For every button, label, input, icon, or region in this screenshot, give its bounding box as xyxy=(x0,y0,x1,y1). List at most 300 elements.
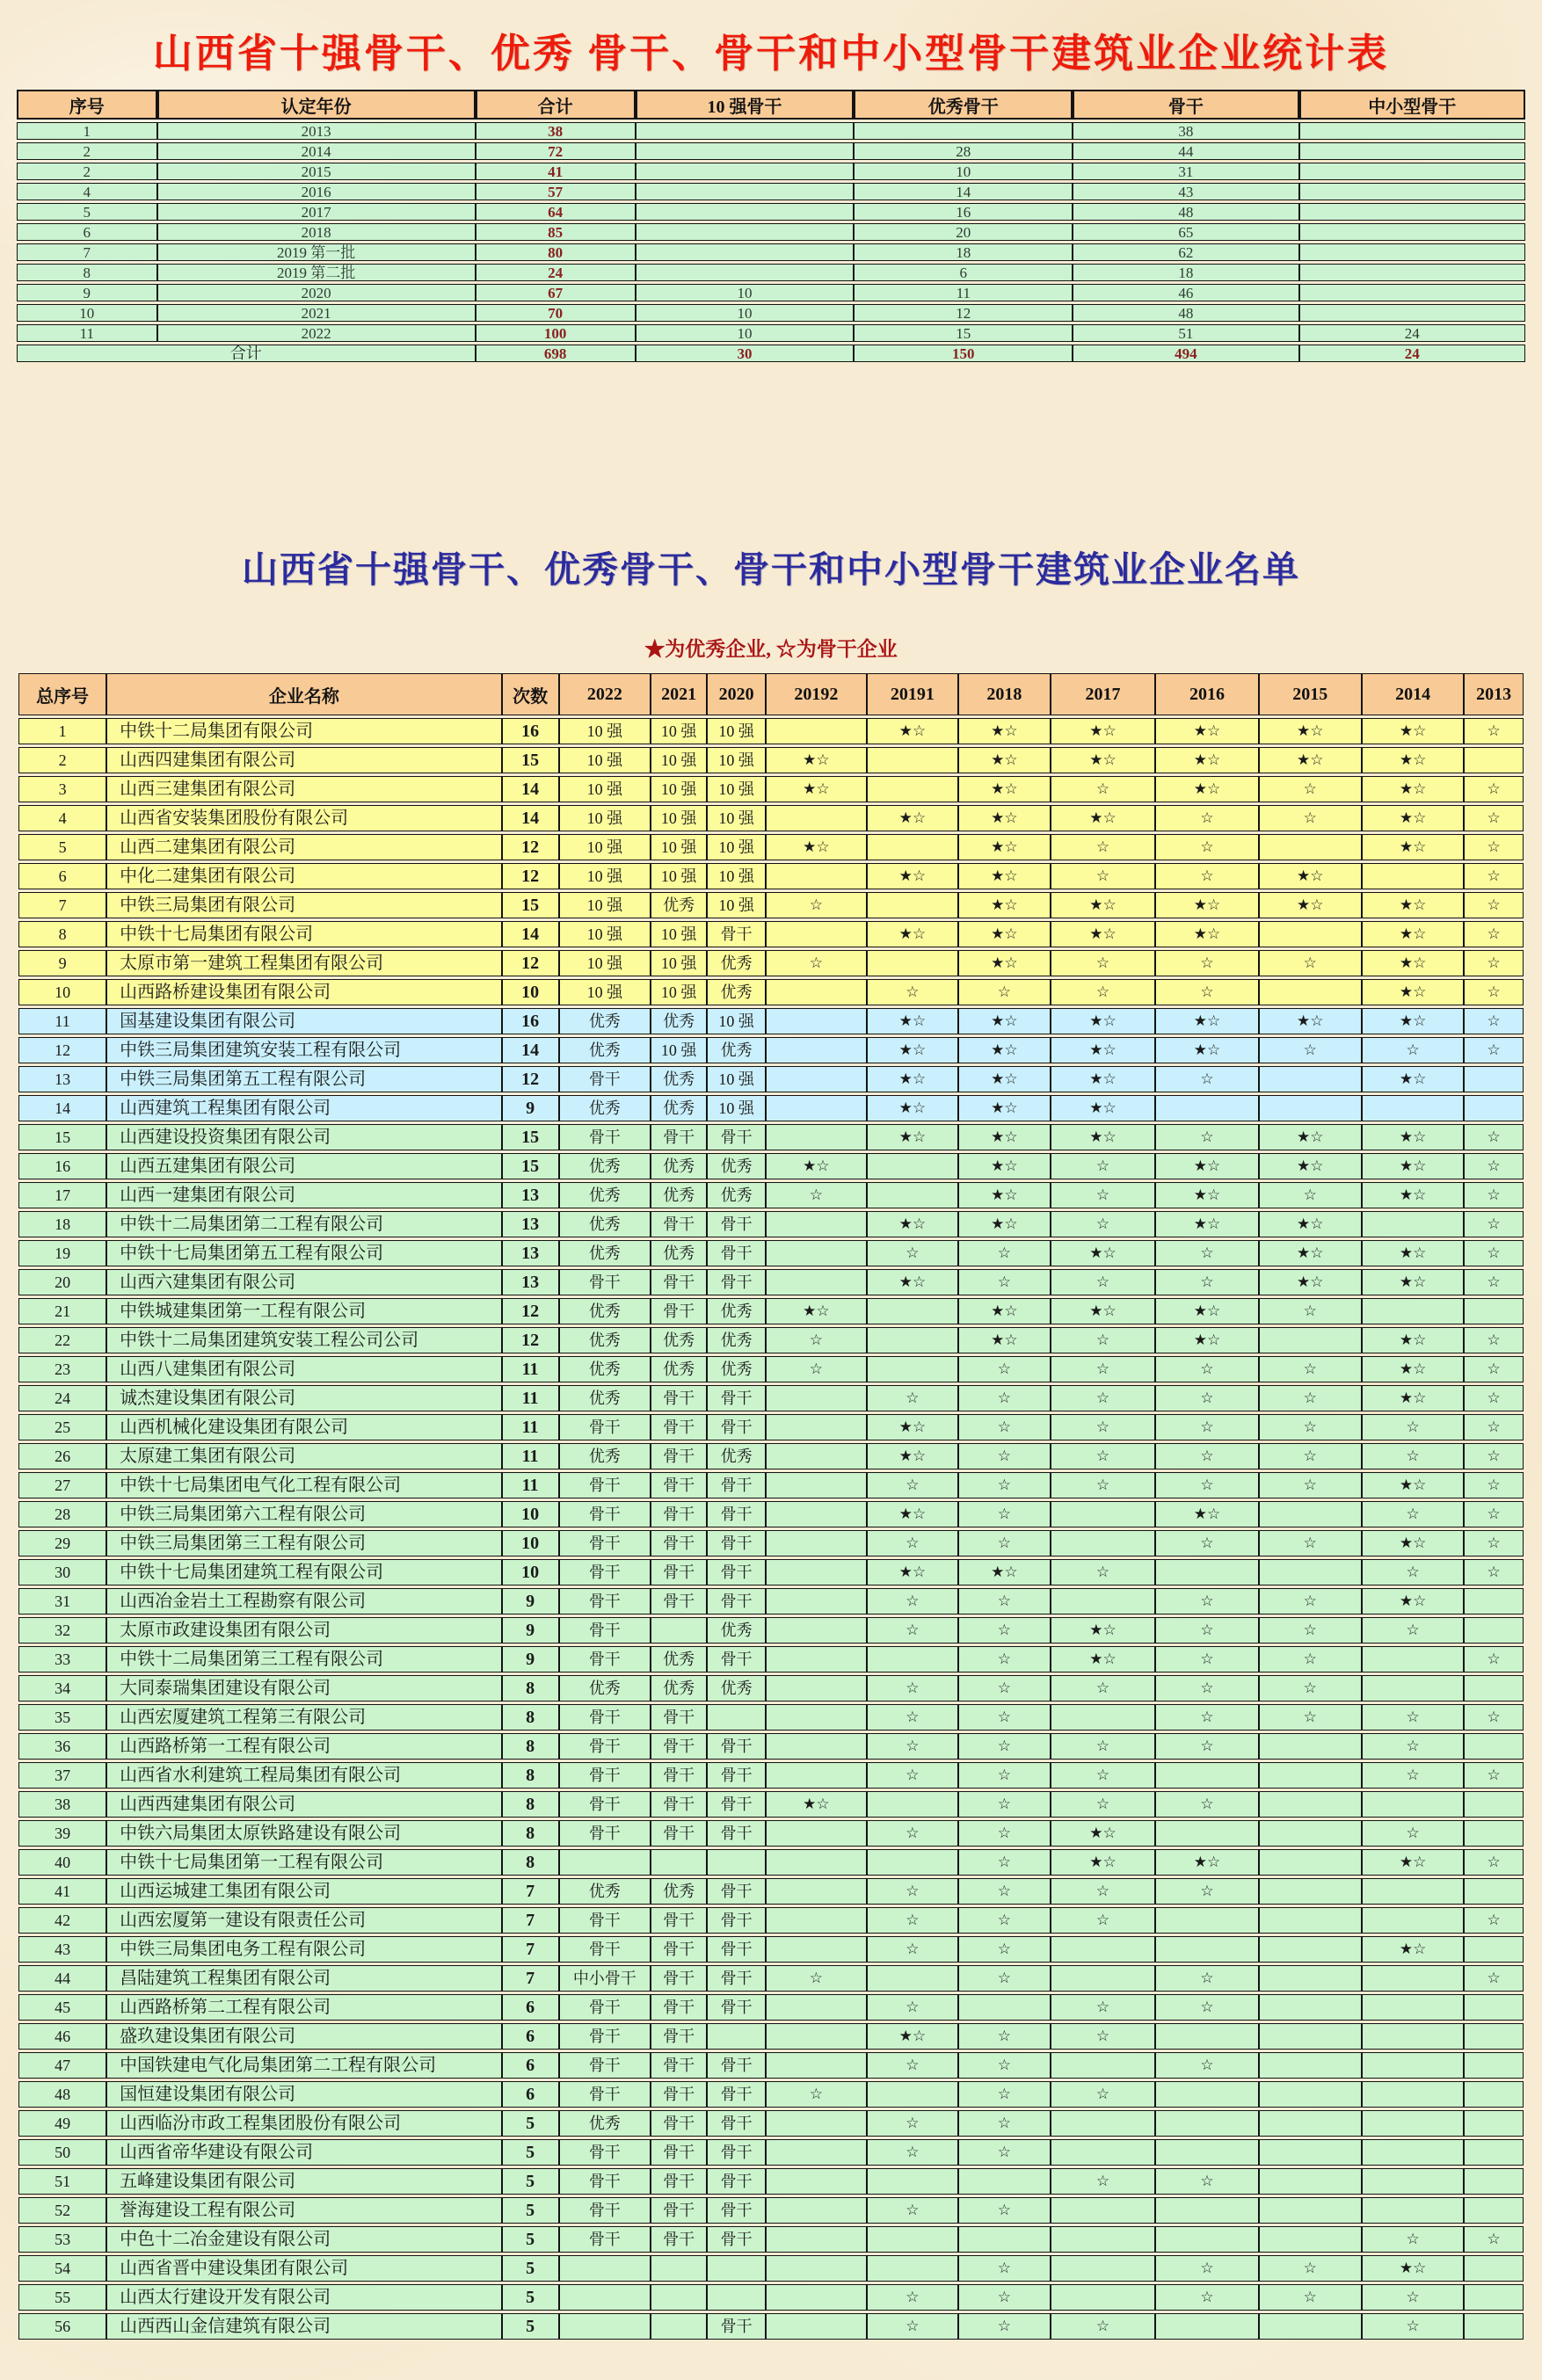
cell-star-rating xyxy=(766,1617,867,1644)
cell-seq: 29 xyxy=(18,1530,106,1556)
cell-year-value: 骨干 xyxy=(651,1965,707,1992)
cell-seq: 28 xyxy=(18,1501,106,1527)
cell-star-rating xyxy=(1259,1762,1362,1789)
cell-seq: 34 xyxy=(18,1675,106,1702)
cell-star-rating xyxy=(1362,1646,1464,1673)
stats-table-title: 山西省十强骨干、优秀 骨干、骨干和中小型骨干建筑业企业统计表 xyxy=(152,32,1390,76)
cell-star-rating: ★☆ xyxy=(867,863,958,889)
cell-star-rating xyxy=(766,863,867,889)
cell-star-rating: ☆ xyxy=(1051,1733,1156,1760)
cell-star-rating xyxy=(1051,2284,1156,2311)
cell-year-value: 骨干 xyxy=(707,921,766,947)
cell-star-rating: ☆ xyxy=(958,1588,1050,1614)
cell-star-rating: ☆ xyxy=(1155,1472,1258,1498)
cell-star-rating: ☆ xyxy=(1051,1327,1156,1353)
companies-header-cell: 20191 xyxy=(867,673,958,715)
cell-year-value xyxy=(707,1704,766,1731)
stats-row xyxy=(17,142,1525,160)
cell-star-rating: ★☆ xyxy=(958,834,1050,860)
cell-star-rating: ☆ xyxy=(867,1733,958,1760)
cell-star-rating: ☆ xyxy=(1464,921,1524,947)
cell-star-rating xyxy=(958,1994,1050,2021)
cell-company-name: 中铁十七局集团第五工程有限公司 xyxy=(106,1240,501,1266)
cell-year-value: 骨干 xyxy=(559,1124,651,1150)
cell-star-rating: ☆ xyxy=(1051,2168,1156,2195)
cell-star-rating: ☆ xyxy=(1259,2255,1362,2282)
cell-seq: 10 xyxy=(17,304,157,322)
cell-year-value: 骨干 xyxy=(707,1240,766,1266)
cell-year-value: 10 强 xyxy=(707,834,766,860)
cell-star-rating xyxy=(1464,2197,1524,2224)
cell-company-name: 诚杰建设集团有限公司 xyxy=(106,1385,501,1411)
cell-excellent: 6 xyxy=(854,264,1073,281)
cell-star-rating: ☆ xyxy=(1051,1878,1156,1905)
cell-star-rating: ★☆ xyxy=(1155,718,1258,744)
cell-star-rating: ★☆ xyxy=(766,1791,867,1818)
cell-star-rating: ☆ xyxy=(1259,1646,1362,1673)
stats-row xyxy=(17,324,1525,342)
cell-star-rating: ☆ xyxy=(867,1907,958,1934)
cell-excellent: 18 xyxy=(854,243,1073,261)
cell-total: 41 xyxy=(476,163,636,180)
cell-sme xyxy=(1299,183,1525,200)
cell-company-name: 大同泰瑞集团建设有限公司 xyxy=(106,1675,501,1702)
cell-company-name: 山西四建集团有限公司 xyxy=(106,747,501,773)
cell-top10 xyxy=(636,142,855,160)
cell-company-name: 中铁三局集团电务工程有限公司 xyxy=(106,1936,501,1963)
cell-year-value: 优秀 xyxy=(559,1095,651,1121)
cell-seq: 26 xyxy=(18,1443,106,1469)
cell-star-rating xyxy=(1464,2081,1524,2108)
cell-seq: 44 xyxy=(18,1965,106,1992)
cell-star-rating: ☆ xyxy=(1051,834,1156,860)
cell-star-rating xyxy=(1259,1878,1362,1905)
cell-count: 14 xyxy=(502,805,559,831)
cell-seq: 18 xyxy=(18,1211,106,1237)
stats-table-body xyxy=(17,122,1525,362)
cell-year-value: 骨干 xyxy=(707,1530,766,1556)
cell-seq: 7 xyxy=(18,892,106,918)
cell-year-value: 优秀 xyxy=(707,979,766,1005)
stats-row xyxy=(17,122,1525,140)
cell-company-name: 山西宏厦第一建设有限责任公司 xyxy=(106,1907,501,1934)
company-row xyxy=(18,2168,1524,2195)
cell-star-rating: ☆ xyxy=(958,2313,1050,2340)
cell-star-rating: ★☆ xyxy=(1155,1298,1258,1324)
cell-year-value: 骨干 xyxy=(559,1936,651,1963)
cell-company-name: 山西宏厦建筑工程第三有限公司 xyxy=(106,1704,501,1731)
company-row xyxy=(18,863,1524,889)
company-row xyxy=(18,1008,1524,1034)
cell-count: 10 xyxy=(502,1530,559,1556)
cell-year-value: 骨干 xyxy=(559,1820,651,1847)
cell-star-rating: ★☆ xyxy=(1362,950,1464,976)
companies-header-cell: 2017 xyxy=(1051,673,1156,715)
cell-star-rating: ☆ xyxy=(1259,1617,1362,1644)
cell-star-rating: ★☆ xyxy=(1259,892,1362,918)
cell-seq: 20 xyxy=(18,1269,106,1295)
cell-count: 5 xyxy=(502,2168,559,2195)
cell-total-value: 494 xyxy=(1073,345,1298,362)
cell-year-value: 骨干 xyxy=(651,1733,707,1760)
cell-year-value: 10 强 xyxy=(707,892,766,918)
cell-star-rating xyxy=(766,921,867,947)
cell-count: 9 xyxy=(502,1646,559,1673)
company-row xyxy=(18,1501,1524,1527)
cell-year-value: 骨干 xyxy=(707,1211,766,1237)
cell-year-value: 骨干 xyxy=(651,1501,707,1527)
cell-star-rating: ★☆ xyxy=(1362,2255,1464,2282)
cell-star-rating xyxy=(1464,1095,1524,1121)
cell-year-value: 骨干 xyxy=(559,1704,651,1731)
cell-seq: 6 xyxy=(18,863,106,889)
cell-total-value: 30 xyxy=(636,345,855,362)
cell-seq: 14 xyxy=(18,1095,106,1121)
cell-star-rating: ☆ xyxy=(1464,834,1524,860)
cell-year-value: 骨干 xyxy=(707,1588,766,1614)
company-row xyxy=(18,1878,1524,1905)
company-row xyxy=(18,718,1524,744)
cell-seq: 7 xyxy=(17,243,157,261)
company-row xyxy=(18,1240,1524,1266)
cell-star-rating xyxy=(766,1907,867,1934)
cell-company-name: 中铁六局集团太原铁路建设有限公司 xyxy=(106,1820,501,1847)
cell-star-rating: ☆ xyxy=(1259,950,1362,976)
cell-excellent: 14 xyxy=(854,183,1073,200)
cell-star-rating xyxy=(1051,2110,1156,2137)
cell-star-rating: ★☆ xyxy=(1362,1327,1464,1353)
cell-year-value: 骨干 xyxy=(651,2023,707,2050)
cell-year-value: 骨干 xyxy=(559,1588,651,1614)
stats-table-header xyxy=(17,90,1525,120)
cell-year-value: 优秀 xyxy=(559,1356,651,1382)
cell-star-rating xyxy=(867,1182,958,1208)
cell-seq: 23 xyxy=(18,1356,106,1382)
cell-star-rating: ☆ xyxy=(1051,1414,1156,1440)
cell-star-rating xyxy=(766,1936,867,1963)
cell-year: 2020 xyxy=(157,284,476,301)
company-row xyxy=(18,1646,1524,1673)
cell-year-value: 骨干 xyxy=(651,1588,707,1614)
cell-star-rating: ☆ xyxy=(1259,1443,1362,1469)
cell-star-rating xyxy=(1259,1327,1362,1353)
cell-star-rating xyxy=(1464,747,1524,773)
company-row xyxy=(18,805,1524,831)
cell-star-rating xyxy=(1259,2139,1362,2166)
cell-star-rating: ★☆ xyxy=(958,805,1050,831)
cell-excellent: 15 xyxy=(854,324,1073,342)
cell-year-value: 骨干 xyxy=(707,1414,766,1440)
cell-year-value: 优秀 xyxy=(651,1327,707,1353)
cell-count: 15 xyxy=(502,747,559,773)
cell-star-rating: ★☆ xyxy=(766,1153,867,1179)
cell-star-rating xyxy=(1362,2139,1464,2166)
cell-seq: 19 xyxy=(18,1240,106,1266)
cell-count: 11 xyxy=(502,1414,559,1440)
cell-count: 14 xyxy=(502,921,559,947)
cell-star-rating: ☆ xyxy=(867,1385,958,1411)
cell-star-rating: ★☆ xyxy=(1155,1501,1258,1527)
cell-star-rating: ☆ xyxy=(1155,1617,1258,1644)
cell-backbone: 62 xyxy=(1073,243,1298,261)
cell-count: 6 xyxy=(502,1994,559,2021)
stats-row xyxy=(17,203,1525,221)
cell-year-value: 骨干 xyxy=(559,1994,651,2021)
cell-star-rating: ★☆ xyxy=(1051,921,1156,947)
cell-year-value: 10 强 xyxy=(559,921,651,947)
cell-count: 8 xyxy=(502,1733,559,1760)
cell-total: 100 xyxy=(476,324,636,342)
cell-year-value: 10 强 xyxy=(707,863,766,889)
cell-star-rating: ☆ xyxy=(1464,1646,1524,1673)
cell-star-rating: ☆ xyxy=(1155,1646,1258,1673)
cell-company-name: 山西六建集团有限公司 xyxy=(106,1269,501,1295)
cell-star-rating: ☆ xyxy=(958,1356,1050,1382)
cell-year-value xyxy=(707,1849,766,1876)
cell-company-name: 山西临汾市政工程集团股份有限公司 xyxy=(106,2110,501,2137)
cell-star-rating xyxy=(1051,2197,1156,2224)
cell-star-rating xyxy=(1464,1878,1524,1905)
cell-star-rating xyxy=(1362,1298,1464,1324)
cell-star-rating: ★☆ xyxy=(1362,834,1464,860)
cell-star-rating xyxy=(1464,1820,1524,1847)
cell-company-name: 中铁三局集团第五工程有限公司 xyxy=(106,1066,501,1092)
cell-star-rating: ☆ xyxy=(1155,1704,1258,1731)
cell-backbone: 51 xyxy=(1073,324,1298,342)
cell-sme xyxy=(1299,163,1525,180)
cell-star-rating: ☆ xyxy=(1362,1501,1464,1527)
cell-star-rating: ☆ xyxy=(766,1182,867,1208)
cell-star-rating: ★☆ xyxy=(958,1095,1050,1121)
cell-star-rating: ☆ xyxy=(1464,805,1524,831)
cell-company-name: 山西路桥第一工程有限公司 xyxy=(106,1733,501,1760)
cell-backbone: 18 xyxy=(1073,264,1298,281)
cell-seq: 33 xyxy=(18,1646,106,1673)
cell-excellent: 20 xyxy=(854,223,1073,241)
cell-sme xyxy=(1299,203,1525,221)
cell-star-rating: ★☆ xyxy=(1051,805,1156,831)
cell-star-rating: ☆ xyxy=(1259,776,1362,802)
cell-star-rating xyxy=(867,2255,958,2282)
cell-star-rating xyxy=(867,1356,958,1382)
cell-year: 2014 xyxy=(157,142,476,160)
cell-star-rating: ☆ xyxy=(958,1414,1050,1440)
cell-year-value: 优秀 xyxy=(707,950,766,976)
cell-star-rating: ☆ xyxy=(958,1675,1050,1702)
cell-year-value: 骨干 xyxy=(559,1414,651,1440)
cell-seq: 2 xyxy=(17,163,157,180)
cell-star-rating: ★☆ xyxy=(958,747,1050,773)
cell-star-rating: ☆ xyxy=(1051,1675,1156,1702)
cell-year-value: 骨干 xyxy=(559,1269,651,1295)
cell-company-name: 山西省水利建筑工程局集团有限公司 xyxy=(106,1762,501,1789)
cell-company-name: 中色十二冶金建设有限公司 xyxy=(106,2226,501,2253)
cell-year-value: 10 强 xyxy=(651,921,707,947)
cell-seq: 31 xyxy=(18,1588,106,1614)
cell-year-value: 优秀 xyxy=(707,1182,766,1208)
cell-star-rating xyxy=(1259,1849,1362,1876)
cell-sme: 24 xyxy=(1299,324,1525,342)
cell-year-value: 骨干 xyxy=(707,2052,766,2079)
cell-top10 xyxy=(636,223,855,241)
cell-star-rating: ★☆ xyxy=(958,1066,1050,1092)
cell-star-rating: ☆ xyxy=(766,1356,867,1382)
cell-star-rating xyxy=(766,1646,867,1673)
cell-company-name: 中铁十二局集团第三工程有限公司 xyxy=(106,1646,501,1673)
cell-star-rating: ★☆ xyxy=(766,834,867,860)
cell-seq: 43 xyxy=(18,1936,106,1963)
company-row xyxy=(18,2255,1524,2282)
cell-sme xyxy=(1299,122,1525,140)
cell-star-rating xyxy=(1362,2110,1464,2137)
cell-star-rating: ★☆ xyxy=(1259,1211,1362,1237)
cell-star-rating: ★☆ xyxy=(1362,1849,1464,1876)
cell-excellent: 12 xyxy=(854,304,1073,322)
cell-star-rating xyxy=(1051,1530,1156,1556)
cell-company-name: 中化二建集团有限公司 xyxy=(106,863,501,889)
cell-star-rating: ★☆ xyxy=(1155,1182,1258,1208)
cell-star-rating: ★☆ xyxy=(1051,1095,1156,1121)
cell-star-rating xyxy=(1259,1066,1362,1092)
cell-star-rating xyxy=(867,1965,958,1992)
cell-seq: 17 xyxy=(18,1182,106,1208)
cell-star-rating xyxy=(1155,1095,1258,1121)
company-row xyxy=(18,921,1524,947)
cell-year-value: 骨干 xyxy=(651,1472,707,1498)
cell-star-rating: ★☆ xyxy=(958,1182,1050,1208)
cell-star-rating: ★☆ xyxy=(1155,1211,1258,1237)
cell-year: 2015 xyxy=(157,163,476,180)
cell-count: 15 xyxy=(502,1124,559,1150)
cell-star-rating: ☆ xyxy=(867,2139,958,2166)
cell-backbone: 44 xyxy=(1073,142,1298,160)
company-row xyxy=(18,1269,1524,1295)
cell-count: 12 xyxy=(502,1066,559,1092)
cell-star-rating xyxy=(766,1994,867,2021)
cell-star-rating: ☆ xyxy=(1155,1994,1258,2021)
cell-year-value: 骨干 xyxy=(707,1791,766,1818)
cell-company-name: 中铁十二局集团第二工程有限公司 xyxy=(106,1211,501,1237)
cell-year-value: 骨干 xyxy=(559,2023,651,2050)
cell-star-rating xyxy=(1362,1791,1464,1818)
cell-year-value: 优秀 xyxy=(707,1153,766,1179)
cell-star-rating xyxy=(1464,1298,1524,1324)
cell-star-rating xyxy=(958,2226,1050,2253)
cell-star-rating: ☆ xyxy=(1362,1617,1464,1644)
cell-star-rating: ☆ xyxy=(867,2052,958,2079)
cell-company-name: 中铁三局集团第六工程有限公司 xyxy=(106,1501,501,1527)
cell-star-rating: ★☆ xyxy=(1362,1124,1464,1150)
cell-star-rating: ★☆ xyxy=(1362,921,1464,947)
cell-star-rating: ★☆ xyxy=(958,921,1050,947)
cell-count: 8 xyxy=(502,1762,559,1789)
cell-star-rating: ☆ xyxy=(1155,2255,1258,2282)
cell-year-value xyxy=(651,2284,707,2311)
cell-total: 38 xyxy=(476,122,636,140)
company-row xyxy=(18,979,1524,1005)
cell-star-rating: ☆ xyxy=(1464,1385,1524,1411)
cell-year-value xyxy=(707,2284,766,2311)
cell-count: 6 xyxy=(502,2081,559,2108)
cell-star-rating xyxy=(1051,2052,1156,2079)
company-row xyxy=(18,747,1524,773)
cell-star-rating: ☆ xyxy=(1362,1414,1464,1440)
stats-row xyxy=(17,243,1525,261)
cell-year-value: 10 强 xyxy=(651,1037,707,1063)
cell-star-rating: ★☆ xyxy=(1362,776,1464,802)
cell-year-value: 骨干 xyxy=(559,1066,651,1092)
cell-star-rating xyxy=(958,2168,1050,2195)
cell-star-rating: ☆ xyxy=(1362,2313,1464,2340)
cell-star-rating: ★☆ xyxy=(1259,1269,1362,1295)
cell-seq: 35 xyxy=(18,1704,106,1731)
cell-star-rating: ☆ xyxy=(867,1994,958,2021)
cell-star-rating xyxy=(1362,2197,1464,2224)
cell-star-rating xyxy=(1464,1675,1524,1702)
cell-star-rating xyxy=(766,1472,867,1498)
cell-company-name: 太原建工集团有限公司 xyxy=(106,1443,501,1469)
cell-total-value: 150 xyxy=(854,345,1073,362)
cell-count: 12 xyxy=(502,863,559,889)
cell-star-rating: ☆ xyxy=(1051,776,1156,802)
cell-star-rating: ★☆ xyxy=(766,776,867,802)
cell-star-rating xyxy=(1259,2110,1362,2137)
cell-count: 14 xyxy=(502,1037,559,1063)
cell-year-value: 骨干 xyxy=(651,1269,707,1295)
cell-company-name: 中铁三局集团有限公司 xyxy=(106,892,501,918)
cell-seq: 10 xyxy=(18,979,106,1005)
cell-star-rating: ☆ xyxy=(1155,1675,1258,1702)
cell-seq: 4 xyxy=(17,183,157,200)
cell-year-value: 优秀 xyxy=(559,1182,651,1208)
cell-star-rating: ☆ xyxy=(867,1240,958,1266)
cell-seq: 39 xyxy=(18,1820,106,1847)
cell-star-rating: ☆ xyxy=(867,1762,958,1789)
cell-star-rating: ☆ xyxy=(958,1385,1050,1411)
cell-seq: 25 xyxy=(18,1414,106,1440)
cell-year-value: 骨干 xyxy=(707,1965,766,1992)
cell-star-rating xyxy=(766,1414,867,1440)
cell-count: 12 xyxy=(502,834,559,860)
company-row xyxy=(18,1617,1524,1644)
stats-row xyxy=(17,183,1525,200)
cell-star-rating: ☆ xyxy=(1155,2168,1258,2195)
cell-seq: 5 xyxy=(17,203,157,221)
cell-star-rating: ☆ xyxy=(958,1269,1050,1295)
cell-company-name: 中铁十二局集团有限公司 xyxy=(106,718,501,744)
cell-company-name: 山西省帝华建设有限公司 xyxy=(106,2139,501,2166)
cell-sme xyxy=(1299,284,1525,301)
cell-star-rating: ☆ xyxy=(1051,2023,1156,2050)
companies-header-cell: 2020 xyxy=(707,673,766,715)
stats-row xyxy=(17,264,1525,281)
companies-header-row xyxy=(18,673,1524,715)
cell-star-rating xyxy=(1464,2110,1524,2137)
company-row xyxy=(18,1762,1524,1789)
cell-star-rating xyxy=(766,1066,867,1092)
cell-star-rating: ☆ xyxy=(1362,2226,1464,2253)
stats-header-cell: 10 强骨干 xyxy=(636,90,855,120)
cell-star-rating: ★☆ xyxy=(1051,1820,1156,1847)
cell-seq: 3 xyxy=(18,776,106,802)
cell-year-value: 优秀 xyxy=(707,1037,766,1063)
cell-star-rating: ☆ xyxy=(1155,1791,1258,1818)
cell-year-value: 骨干 xyxy=(707,1124,766,1150)
company-row xyxy=(18,1211,1524,1237)
cell-top10 xyxy=(636,163,855,180)
cell-star-rating xyxy=(766,1762,867,1789)
cell-year-value: 骨干 xyxy=(559,1791,651,1818)
